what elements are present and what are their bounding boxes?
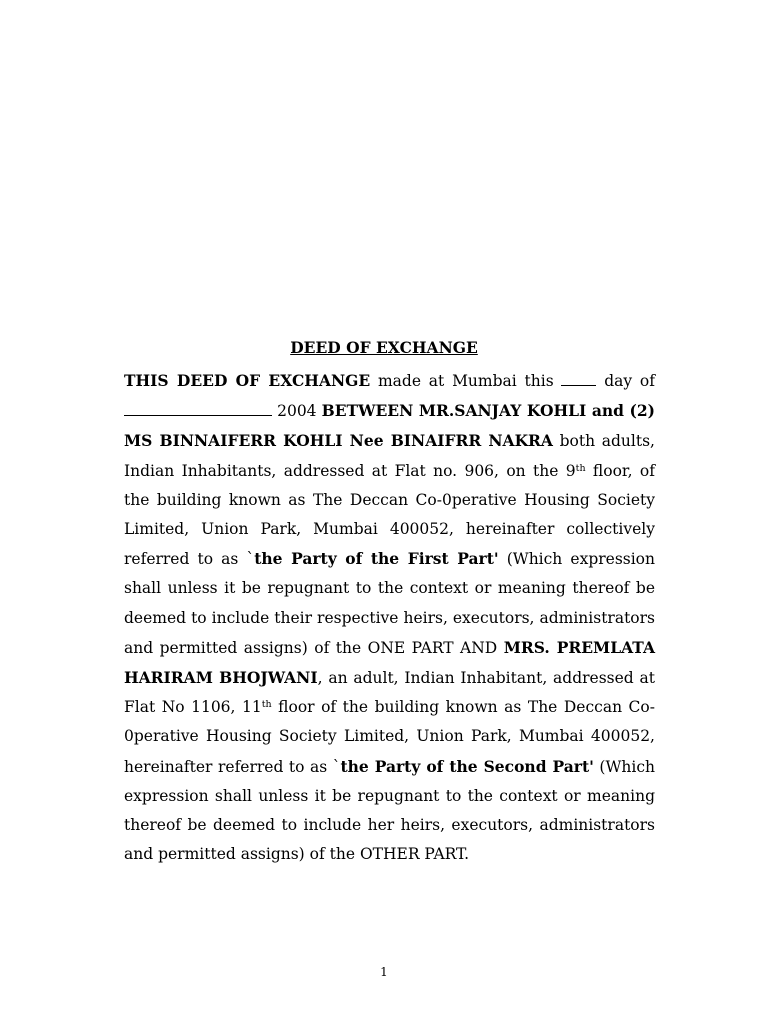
made-at-text: made at Mumbai this: [370, 372, 562, 390]
second-party-details-b: floor of the building known as The Deccan Co-0perative Housing Society Limited, Union Park, Mumbai 400052, hereinafter referred to as `: [124, 698, 655, 776]
second-party-details-a: , an adult, Indian Inhabitant, addressed at Flat No 1106, 11: [124, 669, 655, 717]
first-party-details-b: floor, of the building known as The Deccan Co-0perative Housing Society Limited, Union Park, Mumbai 400052, hereinafter collectively referred to as `: [124, 461, 655, 569]
second-party-name: MRS. PREMLATA HARIRAM BHOJWANI: [124, 637, 655, 688]
first-party-details-a: both adults, Indian Inhabitants, addressed at Flat no. 906, on the 9: [124, 432, 655, 480]
day-blank-line: [561, 370, 596, 386]
second-part-label: the Party of the Second Part': [340, 756, 594, 776]
year-text: 2004: [272, 402, 322, 421]
second-party-superscript: th: [261, 699, 272, 711]
page-number: 1: [380, 965, 388, 979]
intro-bold-text: THIS DEED OF EXCHANGE: [124, 371, 371, 390]
month-blank-line: [124, 400, 272, 416]
second-part-clause: (Which expression shall unless it be repugnant to the context or meaning thereof be deemed to include her heirs, executors, administrators and permitted assigns) of the OTHER PART.: [124, 757, 655, 864]
first-part-clause: (Which expression shall unless it be repugnant to the context or meaning thereof be deemed to include their respective heirs, executors, administrators and permitted assigns) of the ONE PART AND: [124, 550, 655, 657]
first-party-superscript: th: [575, 462, 586, 474]
first-part-label: the Party of the First Part': [254, 549, 499, 569]
document-title: DEED OF EXCHANGE: [290, 338, 478, 357]
day-text: day of: [596, 372, 655, 390]
deed-paragraph: [124, 366, 655, 869]
first-party-names: BETWEEN MR.SANJAY KOHLI and (2) MS BINNAIFERR KOHLI Nee BINAIFRR NAKRA: [124, 401, 655, 451]
